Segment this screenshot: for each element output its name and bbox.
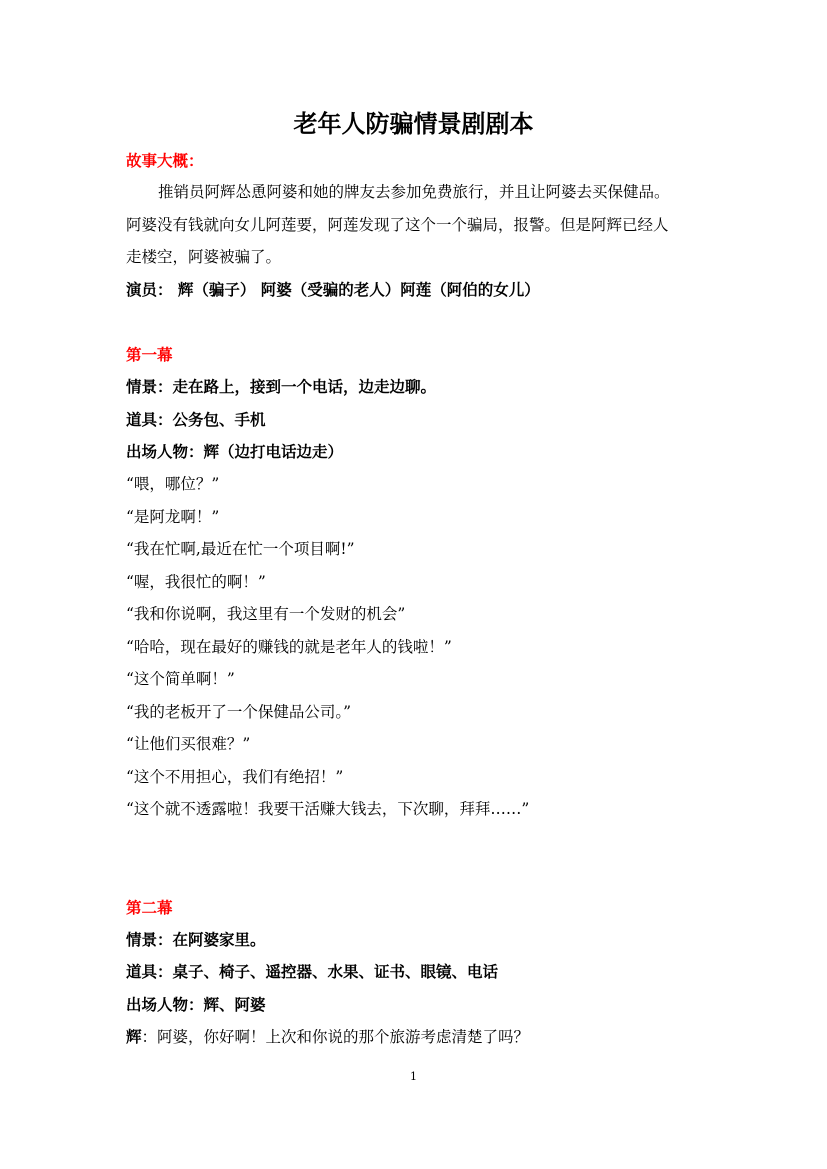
document-title: 老年人防骗情景剧剧本 [293,110,534,138]
synopsis-heading: 故事大概： [126,152,204,170]
act2-heading: 第二幕 [126,899,173,917]
act1-dialogue-line: “喔，我很忙的啊！” [126,573,266,591]
act1-dialogue-line: “这个简单啊！” [126,670,235,688]
act1-characters: 出场人物：辉（边打电话边走） [126,443,344,461]
page-number: 1 [410,1070,417,1083]
act2-characters: 出场人物：辉、阿婆 [126,996,266,1014]
dialogue-text: ：阿婆，你好啊！上次和你说的那个旅游考虑清楚了吗？ [141,1028,530,1046]
act1-props: 道具：公务包、手机 [126,411,266,429]
act1-scene: 情景：走在路上，接到一个电话，边走边聊。 [126,378,437,396]
act2-dialogue-line [126,1027,529,1047]
speaker-name: 辉 [126,1028,142,1046]
act1-dialogue-line: “是阿龙啊！” [126,508,220,526]
act1-dialogue-line: “我和你说啊，我这里有一个发财的机会” [126,605,406,623]
act1-heading: 第一幕 [126,346,173,364]
act2-props: 道具：桌子、椅子、遥控器、水果、证书、眼镜、电话 [126,963,499,981]
act1-dialogue-line: “让他们买很难？” [126,735,251,753]
synopsis-line-1: 推销员阿辉怂恿阿婆和她的牌友去参加免费旅行，并且让阿婆去买保健品。 [158,183,670,201]
cast-line: 演员： 辉（骗子） 阿婆（受骗的老人）阿莲（阿伯的女儿） [126,281,540,299]
synopsis-line-3: 走楼空，阿婆被骗了。 [126,248,282,266]
act2-scene: 情景：在阿婆家里。 [126,931,266,949]
act1-dialogue-line: “这个不用担心，我们有绝招！” [126,768,344,786]
act1-dialogue-line: “我在忙啊,最近在忙一个项目啊!” [126,540,355,558]
act1-dialogue-line: “我的老板开了一个保健品公司。” [126,703,352,721]
act1-dialogue-line: “哈哈，现在最好的赚钱的就是老年人的钱啦！” [126,638,452,656]
synopsis-line-2: 阿婆没有钱就向女儿阿莲要，阿莲发现了这个一个骗局，报警。但是阿辉已经人 [126,216,669,234]
act1-dialogue-line: “喂，哪位？” [126,475,220,493]
act1-dialogue-line: “这个就不透露啦！我要干活赚大钱去，下次聊，拜拜……” [126,800,530,818]
